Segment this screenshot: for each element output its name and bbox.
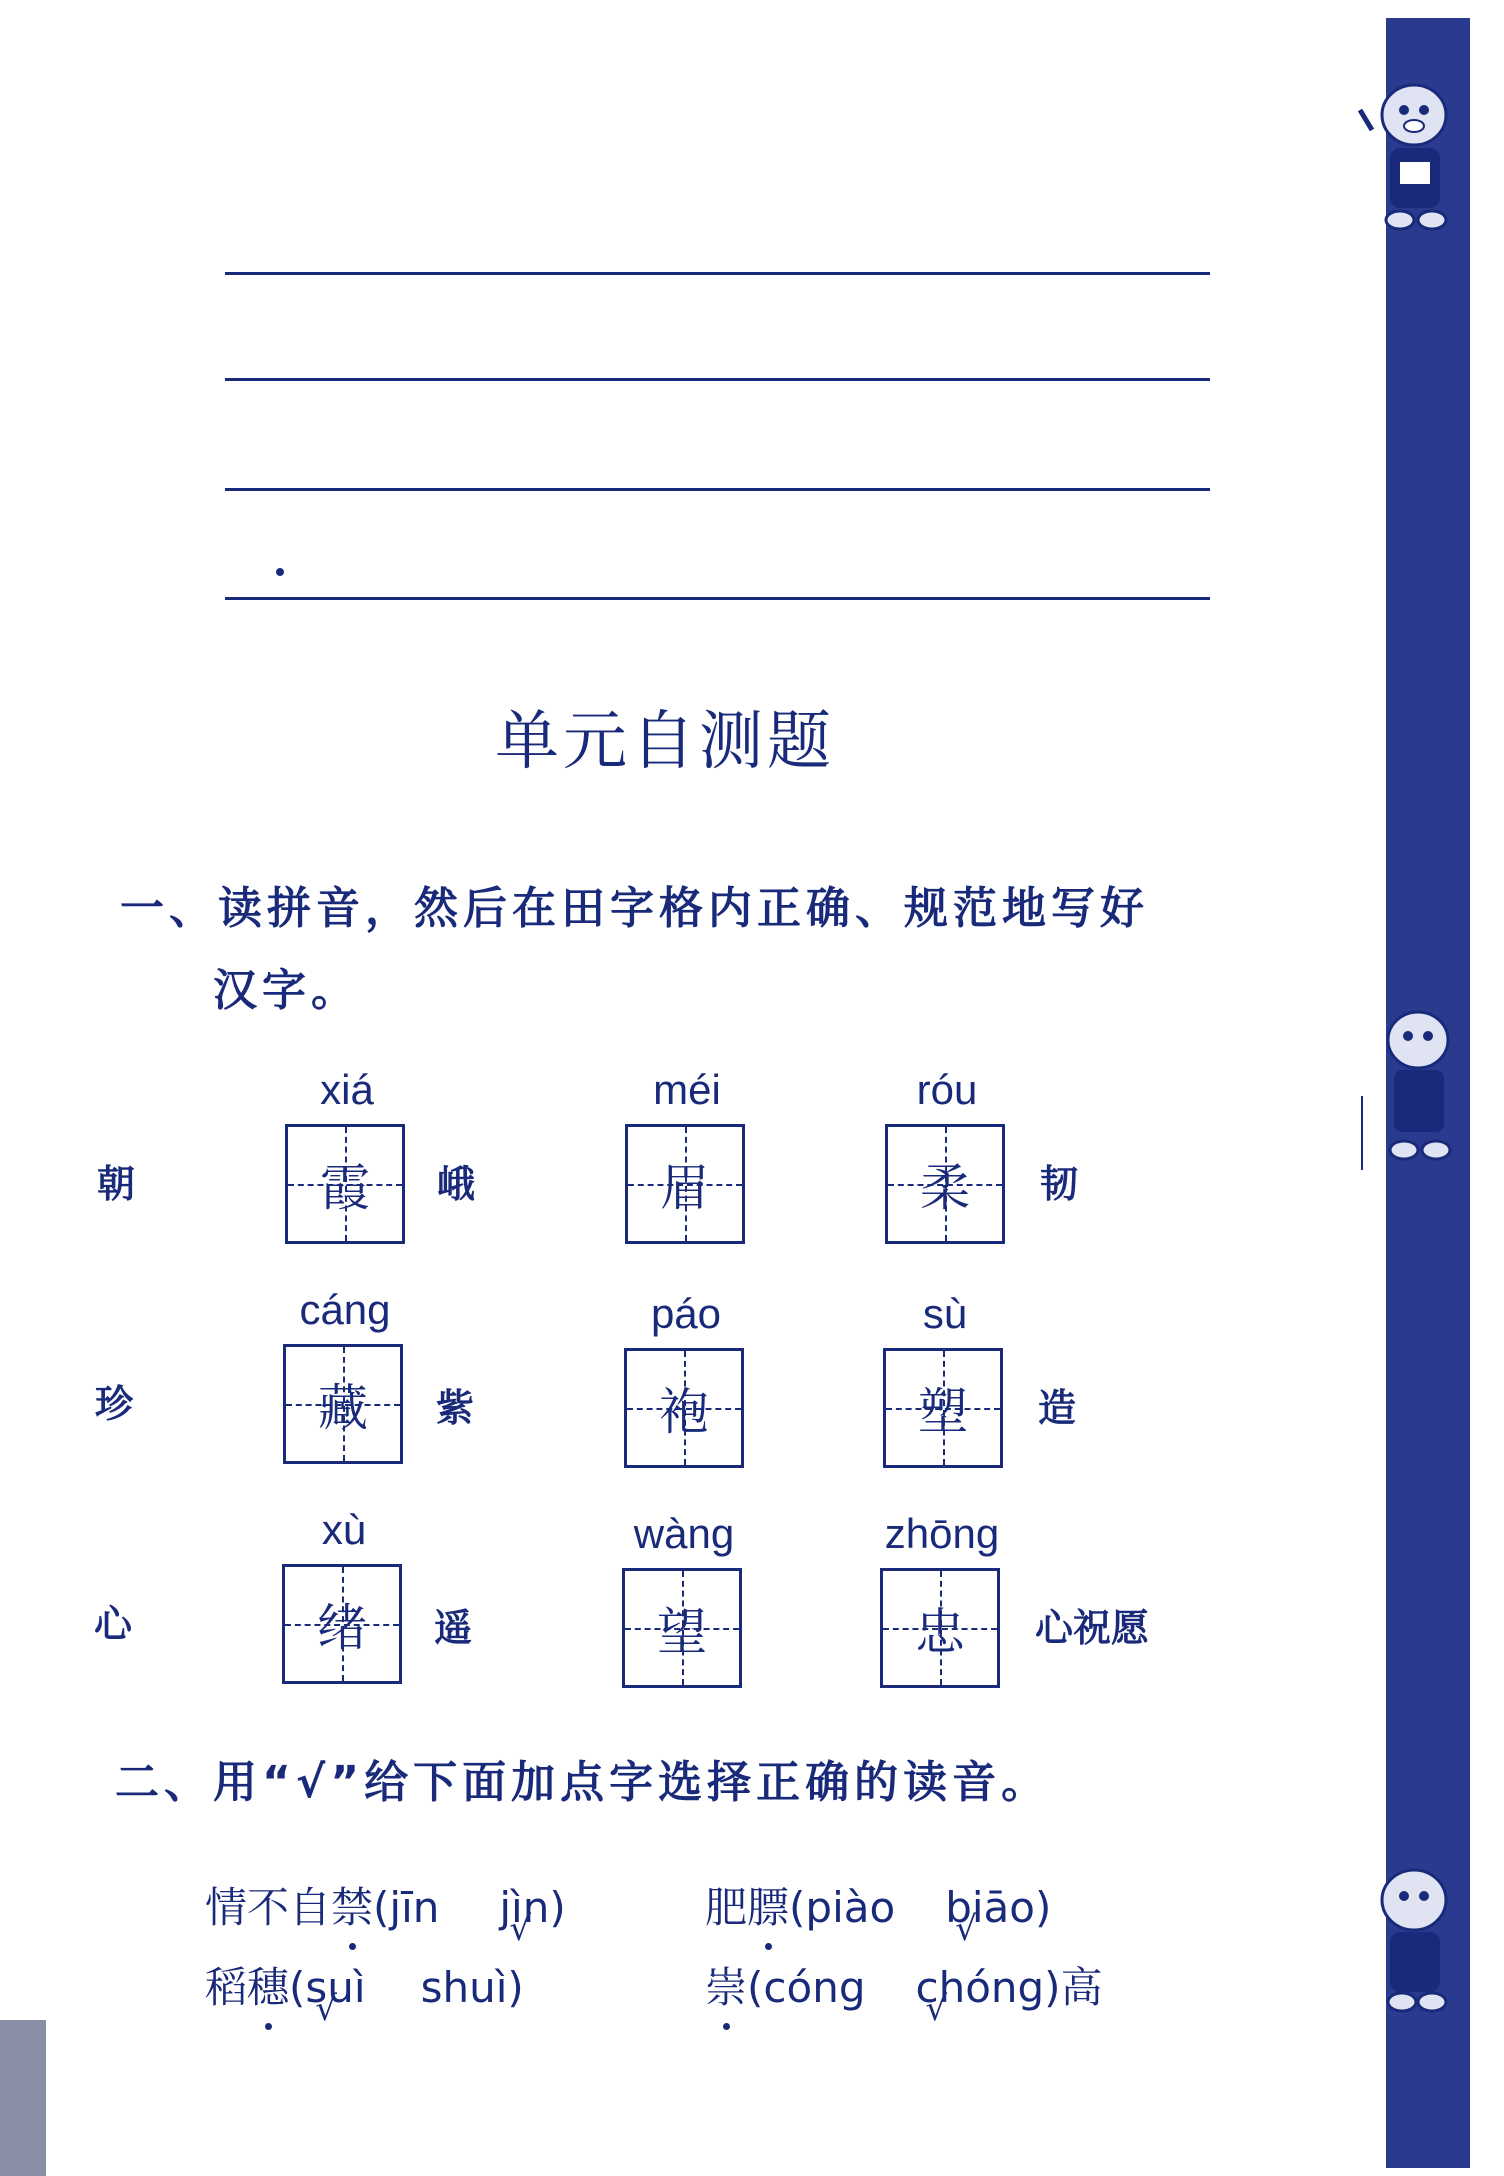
pinyin-label: xù bbox=[321, 1506, 367, 1553]
mascot-yoyo-icon bbox=[1352, 1000, 1464, 1170]
option-2-checked[interactable]: chóng √ bbox=[915, 1963, 1044, 2012]
tianzige-box[interactable] bbox=[885, 1124, 1005, 1244]
dotted-char: 崇 bbox=[705, 1963, 748, 2012]
word-prefix: 遥 bbox=[433, 1606, 472, 1650]
dotted-char: 禁 bbox=[331, 1883, 374, 1932]
writing-line bbox=[225, 272, 1210, 275]
paren-close: ) bbox=[507, 1963, 524, 2012]
paren-open: ( bbox=[289, 1963, 306, 2012]
word-prefix: 珍 bbox=[94, 1382, 133, 1426]
option-1[interactable]: piào bbox=[805, 1883, 896, 1932]
written-char: 霞 bbox=[320, 1159, 370, 1217]
written-char: 望 bbox=[657, 1603, 707, 1661]
paren-close: ) bbox=[1034, 1883, 1052, 1932]
option-1-checked[interactable]: suì √ bbox=[305, 1963, 365, 2012]
word-prefix: 峨 bbox=[436, 1162, 475, 1206]
written-char: 忠 bbox=[915, 1603, 965, 1661]
writing-line bbox=[225, 488, 1210, 491]
tianzige-box[interactable] bbox=[282, 1564, 402, 1684]
reading-item bbox=[705, 1875, 1051, 1935]
tianzige-box[interactable] bbox=[880, 1568, 1000, 1688]
reading-item bbox=[705, 1955, 1103, 2015]
tianzige-box[interactable] bbox=[883, 1348, 1003, 1468]
written-char: 塑 bbox=[918, 1383, 968, 1441]
written-char: 柔 bbox=[920, 1159, 970, 1217]
dotted-char: 膘 bbox=[747, 1883, 790, 1932]
word-prefix: 紫 bbox=[435, 1386, 474, 1430]
pinyin-label: zhōng bbox=[884, 1510, 1000, 1557]
item-text: 肥 bbox=[705, 1883, 748, 1932]
option-2[interactable]: shuì bbox=[420, 1963, 508, 2012]
writing-line bbox=[225, 378, 1210, 381]
item-text: 高 bbox=[1060, 1963, 1103, 2012]
tianzige-box[interactable] bbox=[624, 1348, 744, 1468]
pinyin-label: cáng bbox=[299, 1286, 391, 1333]
written-char: 眉 bbox=[660, 1159, 710, 1217]
pinyin-label: wàng bbox=[633, 1510, 735, 1557]
paren-open: ( bbox=[747, 1963, 764, 2012]
word-suffix: 造 bbox=[1038, 1386, 1077, 1430]
item-text: 情不自 bbox=[205, 1883, 332, 1932]
option-1[interactable]: cóng bbox=[763, 1963, 866, 2012]
section-1-heading-line1: 一、读拼音，然后在田字格内正确、规范地写好 bbox=[120, 883, 1149, 934]
word-suffix: 韧 bbox=[1040, 1162, 1079, 1206]
tianzige-box[interactable] bbox=[283, 1344, 403, 1464]
reading-item bbox=[205, 1875, 566, 1935]
tianzige-box[interactable] bbox=[625, 1124, 745, 1244]
written-char: 袍 bbox=[659, 1383, 709, 1441]
section-2-heading: 二、用“√”给下面加点字选择正确的读音。 bbox=[115, 1757, 1051, 1808]
page-corner-shade bbox=[0, 2020, 46, 2176]
paren-close: ) bbox=[549, 1883, 566, 1932]
pinyin-label: xiá bbox=[320, 1066, 374, 1113]
page-title: 单元自测题 bbox=[495, 705, 835, 779]
item-text: 稻 bbox=[205, 1963, 248, 2012]
pinyin-label: róu bbox=[916, 1066, 978, 1113]
reading-item bbox=[205, 1955, 524, 2015]
pinyin-label: páo bbox=[650, 1290, 722, 1337]
word-suffix: 心祝愿 bbox=[1035, 1606, 1150, 1650]
writing-line bbox=[225, 597, 1210, 600]
option-1[interactable]: jīn bbox=[389, 1883, 440, 1932]
dotted-char: 穗 bbox=[247, 1963, 290, 2012]
pinyin-label: méi bbox=[653, 1066, 721, 1113]
section-1-heading-line2: 汉字。 bbox=[213, 965, 360, 1016]
word-prefix: 心 bbox=[93, 1602, 132, 1646]
tianzige-box[interactable] bbox=[622, 1568, 742, 1688]
paren-open: ( bbox=[373, 1883, 390, 1932]
mascot-bottom-icon bbox=[1352, 1850, 1464, 2020]
written-char: 藏 bbox=[318, 1379, 368, 1437]
mascot-pig-icon bbox=[1352, 70, 1464, 240]
paren-close: ) bbox=[1044, 1963, 1061, 2012]
written-char: 绪 bbox=[317, 1599, 367, 1657]
section-1-heading bbox=[120, 868, 1240, 1032]
word-prefix: 朝 bbox=[96, 1162, 135, 1206]
paren-open: ( bbox=[789, 1883, 806, 1932]
pinyin-label: sù bbox=[922, 1290, 968, 1337]
tianzige-box[interactable] bbox=[285, 1124, 405, 1244]
ink-speck bbox=[276, 568, 284, 576]
option-2-checked[interactable]: jìn √ bbox=[499, 1883, 549, 1932]
option-2-checked[interactable]: biāo √ bbox=[945, 1883, 1035, 1932]
